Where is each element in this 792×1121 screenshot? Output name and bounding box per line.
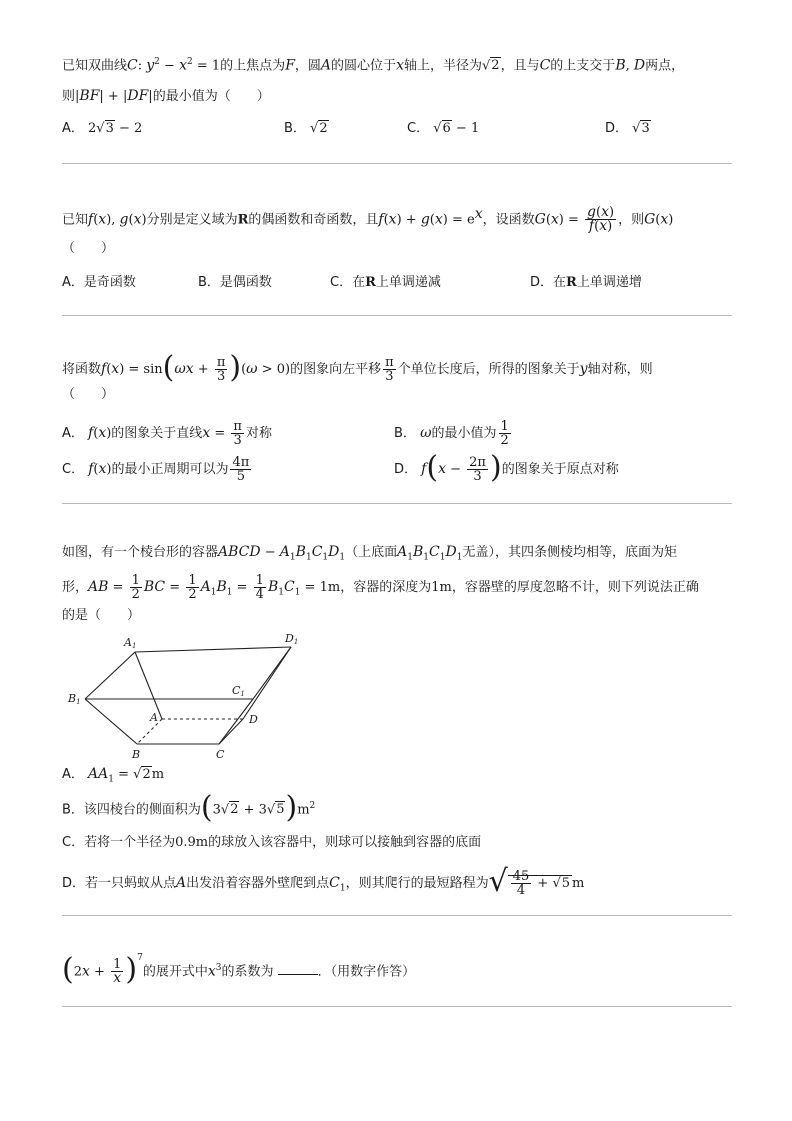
- label-d: D: [249, 713, 258, 726]
- edge-cd: [219, 719, 243, 744]
- q2-option-a[interactable]: A．是奇函数: [62, 275, 136, 290]
- question-1: [62, 52, 734, 142]
- question-4: [62, 540, 734, 899]
- edge-b1b: [85, 699, 137, 744]
- frustum-figure: [66, 634, 316, 764]
- label-a1: A1: [124, 636, 137, 650]
- edge-d1d: [243, 647, 291, 719]
- label-c: C: [216, 748, 225, 761]
- q2-option-c[interactable]: C．在R上单调递减: [330, 275, 441, 290]
- edge-a1d1: [135, 647, 291, 652]
- q5-stem: (2x + $\frac{1}{x}$ )$^7$的展开式中$x^3$的系数为 ．（用数字作答）: [62, 951, 416, 987]
- divider: [62, 915, 732, 916]
- answer-blank[interactable]: [278, 962, 318, 975]
- q3-option-b[interactable]: B． ω的最小值为 $\frac{1}{2}$: [394, 419, 509, 448]
- q4-stem-line1: 如图，有一个棱台形的容器ABCD − $A_1B_1C_1D_1$（上底面$A_1B_1C_1D_1$无盖），其四条侧棱均相等，底面为矩: [62, 544, 677, 563]
- q4-stem-line3: 的是（ ）: [62, 608, 141, 623]
- q3-option-c[interactable]: C． f(x)的最小正周期可以为 $\frac{4\pi}{5}$: [62, 455, 250, 484]
- q4-option-b[interactable]: B．该四棱台的侧面积为$(3√2 + 3√5)m^2$: [62, 789, 316, 825]
- q1-option-b[interactable]: B． √2: [284, 121, 328, 136]
- q3-option-d[interactable]: D． f(x − $\frac{2\pi}{3}$ )的图象关于原点对称: [394, 449, 619, 485]
- q2-stem-line1: 已知f(x), g(x)分别是定义域为R的偶函数和奇函数，且$f(x) + g(x) = e^x$，设函数G(x) = $\frac{g(x)}{f(x)}$ ，则G(x): [62, 204, 674, 235]
- question-3: [62, 350, 734, 490]
- edge-a1a: [135, 652, 162, 719]
- q2-option-d[interactable]: D．在R上单调递增: [530, 275, 642, 290]
- q3-stem-line2: （ ）: [62, 387, 115, 402]
- divider: [62, 503, 732, 504]
- label-c1: C1: [232, 684, 245, 698]
- label-b1: B1: [68, 692, 81, 706]
- edge-c1c: [219, 699, 253, 744]
- q4-option-a[interactable]: A． $AA_1 = √2m$: [62, 766, 165, 785]
- q1-stem-line1: 已知双曲线C: $y^2 - x^2 = 1$的上焦点为F，圆A的圆心位于x轴上，半径为√2，且与C的上支交于B, D两点，: [62, 57, 685, 74]
- label-b: B: [132, 748, 141, 761]
- q4-stem-line2: 形，AB = $\frac{1}{2}$ BC = $\frac{1}{2}$ $A_1B_1$ = $\frac{1}{4}$ $B_1C_1 = 1m$，容器的深度为1m，容器壁的厚度忽略不计，则下列说法正确: [62, 573, 699, 602]
- q3-stem-line1: 将函数f(x) = sin(ωx + $\frac{\pi}{3}$ )(ω > 0)的图象向左平移 $\frac{\pi}{3}$ 个单位长度后，所得的图象关于y轴对称，则: [62, 349, 653, 385]
- divider: [62, 1006, 732, 1007]
- q1-option-c[interactable]: C． √6 − 1: [407, 121, 480, 136]
- question-5: [62, 950, 734, 990]
- edge-b1a1: [85, 652, 135, 699]
- q4-option-c[interactable]: C．若将一个半径为0.9m的球放入该容器中，则球可以接触到容器的底面: [62, 835, 482, 850]
- label-a: A: [150, 711, 158, 724]
- divider: [62, 315, 732, 316]
- q1-stem-line2: 则|BF| + |DF|的最小值为（ ）: [62, 88, 270, 104]
- q1-option-d[interactable]: D． √3: [605, 121, 650, 136]
- q4-option-d[interactable]: D．若一只蚂蚁从点A出发沿着容器外壁爬到点$C_1$，则其爬行的最短路程为√ $\frac{45}{4}$ + √5 m: [62, 863, 585, 899]
- q3-option-a[interactable]: A． f(x)的图象关于直线x = $\frac{\pi}{3}$ 对称: [62, 419, 272, 448]
- divider: [62, 163, 732, 164]
- label-d1: D1: [285, 634, 299, 646]
- question-2: [62, 200, 734, 300]
- q2-stem-line2: （ ）: [62, 241, 115, 256]
- q1-option-a[interactable]: A． 2√3 − 2: [62, 121, 143, 136]
- q2-option-b[interactable]: B．是偶函数: [198, 275, 272, 290]
